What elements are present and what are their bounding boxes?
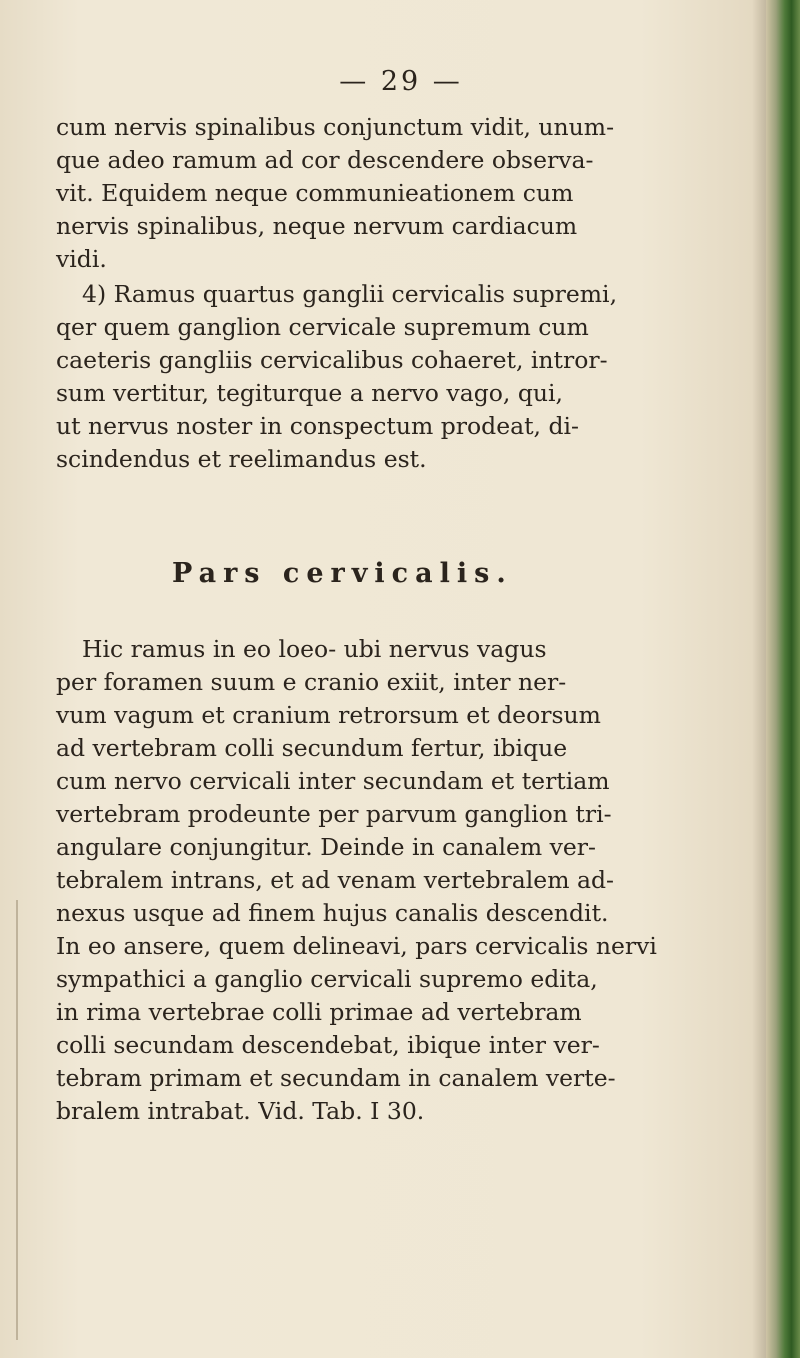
- text-line: ad vertebram colli secundum fertur, ibique: [56, 734, 568, 762]
- text-line: angulare conjungitur. Deinde in canalem ver-: [56, 833, 596, 861]
- text-line: vum vagum et cranium retrorsum et deorsum: [56, 701, 601, 729]
- text-line: scindendus et reelimandus est.: [56, 445, 427, 473]
- text-line: ut nervus noster in conspectum prodeat, di-: [56, 412, 580, 440]
- text-line: Hic ramus in eo loeo- ubi nervus vagus: [82, 635, 547, 663]
- book-binding-edge: [766, 0, 800, 1358]
- section-heading: Pars cervicalis.: [172, 558, 513, 589]
- binding-shadow: [752, 0, 766, 1358]
- text-line: que adeo ramum ad cor descendere observa-: [56, 146, 594, 174]
- text-line: colli secundam descendebat, ibique inter ver-: [56, 1031, 600, 1059]
- page-number: — 29 —: [339, 66, 463, 97]
- text-line: vertebram prodeunte per parvum ganglion tri-: [56, 800, 612, 828]
- text-line: In eo ansere, quem delineavi, pars cervicalis nervi: [56, 932, 657, 960]
- text-line: 4) Ramus quartus ganglii cervicalis supremi,: [82, 280, 618, 308]
- text-line: bralem intrabat. Vid. Tab. I 30.: [56, 1097, 425, 1125]
- text-line: tebralem intrans, et ad venam vertebralem ad-: [56, 866, 614, 894]
- text-line: nexus usque ad finem hujus canalis descendit.: [56, 899, 609, 927]
- text-line: vit. Equidem neque communieationem cum: [56, 179, 574, 207]
- text-line: qer quem ganglion cervicale supremum cum: [56, 313, 589, 341]
- text-line: cum nervis spinalibus conjunctum vidit, unum-: [56, 113, 615, 141]
- text-line: vidi.: [56, 245, 107, 273]
- text-line: cum nervo cervicali inter secundam et tertiam: [56, 767, 610, 795]
- text-line: nervis spinalibus, neque nervum cardiacum: [56, 212, 578, 240]
- text-line: sympathici a ganglio cervicali supremo edita,: [56, 965, 598, 993]
- text-line: tebram primam et secundam in canalem verte-: [56, 1064, 616, 1092]
- text-line: caeteris gangliis cervicalibus cohaeret, intror-: [56, 346, 608, 374]
- text-line: sum vertitur, tegiturque a nervo vago, qui,: [56, 379, 564, 407]
- page-edge-line: [16, 900, 18, 1340]
- text-line: per foramen suum e cranio exiit, inter ner-: [56, 668, 567, 696]
- text-line: in rima vertebrae colli primae ad vertebram: [56, 998, 582, 1026]
